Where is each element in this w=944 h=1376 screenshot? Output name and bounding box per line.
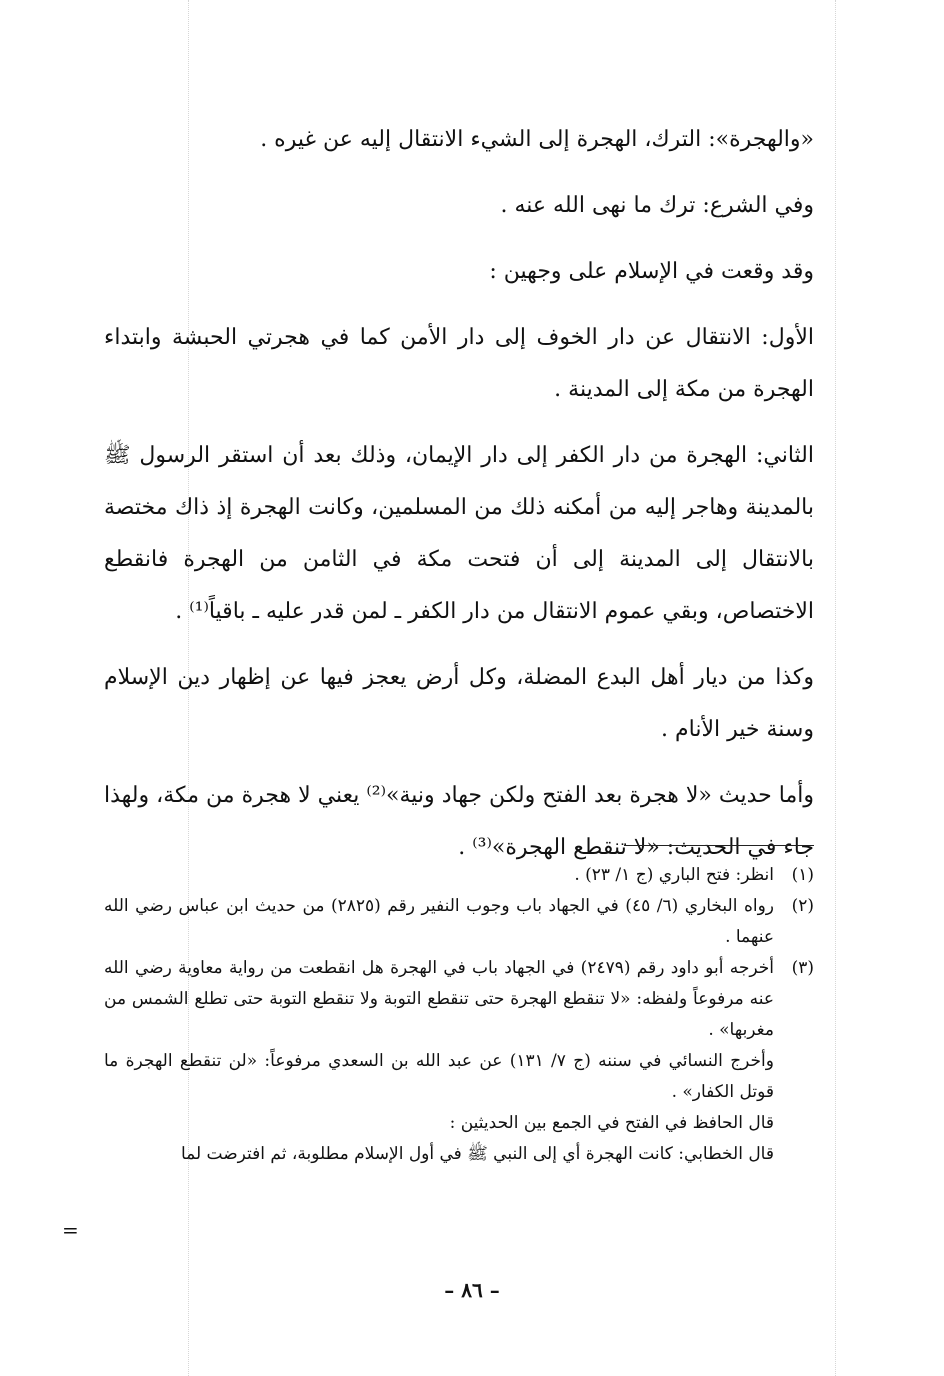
paragraph-first-type: الأول: الانتقال عن دار الخوف إلى دار الأمن كما في هجرتي الحبشة وابتداء الهجرة من مكة إلى المدينة . [104, 325, 814, 402]
paragraph-second-type: الثاني: الهجرة من دار الكفر إلى دار الإيمان، وذلك بعد أن استقر الرسول ﷺ بالمدينة وهاجر إليه من أمكنه ذلك من المسلمين، وكانت الهجرة إذ ذاك مختصة بالانتقال إلى المدينة إلى أن فتحت مكة في الثامن من الهجرة فانقطع الاختصاص، وبقي عموم الانتقال من دار الكفر ـ لمن قدر عليه ـ باقياً⁽¹⁾ . [104, 443, 814, 624]
footnote-number: (١) [791, 865, 814, 885]
footnotes [104, 860, 814, 1170]
footnote-continuation-nasai: وأخرج النسائي في سننه (ج ٧/ ١٣١) عن عبد الله بن السعدي مرفوعاً: «لن تنقطع الهجرة ما قوتل الكفار» . [104, 1051, 774, 1102]
continuation-mark: = [62, 1218, 79, 1242]
footnote-text: رواه البخاري (٦/ ٤٥) في الجهاد باب وجوب النفير رقم (٢٨٢٥) من حديث ابن عباس رضي الله عنهما . [104, 896, 774, 947]
footnote-2 [104, 891, 814, 953]
footnote-continuation-hafiz: قال الحافظ في الفتح في الجمع بين الحديثين : [449, 1113, 774, 1133]
paragraph-two-types: وقد وقعت في الإسلام على وجهين : [489, 259, 814, 284]
footnote-1 [104, 860, 814, 891]
footnote-number: (٢) [791, 896, 814, 916]
paragraph-hijra-definition: «والهجرة»: الترك، الهجرة إلى الشيء الانتقال إليه عن غيره . [260, 127, 814, 152]
page-number: – ٨٦ – [444, 1278, 500, 1302]
scan-guide-line [835, 0, 836, 1376]
paragraph-sharia-definition: وفي الشرع: ترك ما نهى الله عنه . [500, 193, 814, 218]
footnote-separator [624, 845, 814, 846]
paragraph-innovation-lands: وكذا من ديار أهل البدع المضلة، وكل أرض يعجز فيها عن إظهار دين الإسلام وسنة خير الأنام . [104, 665, 814, 742]
main-text [104, 114, 814, 874]
footnote-text: انظر: فتح الباري (ج ١/ ٢٣) . [574, 865, 774, 885]
footnote-continuation-khattabi: قال الخطابي: كانت الهجرة أي إلى النبي ﷺ في أول الإسلام مطلوبة، ثم افترضت لما [180, 1144, 774, 1164]
footnote-number: (٣) [791, 958, 814, 978]
footnote-3 [104, 953, 814, 1046]
footnote-text: أخرجه أبو داود رقم (٢٤٧٩) في الجهاد باب في الهجرة هل انقطعت من رواية معاوية رضي الله عنه مرفوعاً ولفظه: «لا تنقطع الهجرة حتى تنقطع التوبة ولا تنقطع التوبة حتى تطلع الشمس من مغربها» . [104, 958, 774, 1040]
paragraph-hadith: وأما حديث «لا هجرة بعد الفتح ولكن جهاد ونية»⁽²⁾ يعني لا هجرة من مكة، ولهذا جاء في الحديث: «لا تنقطع الهجرة»⁽³⁾ . [104, 783, 815, 860]
